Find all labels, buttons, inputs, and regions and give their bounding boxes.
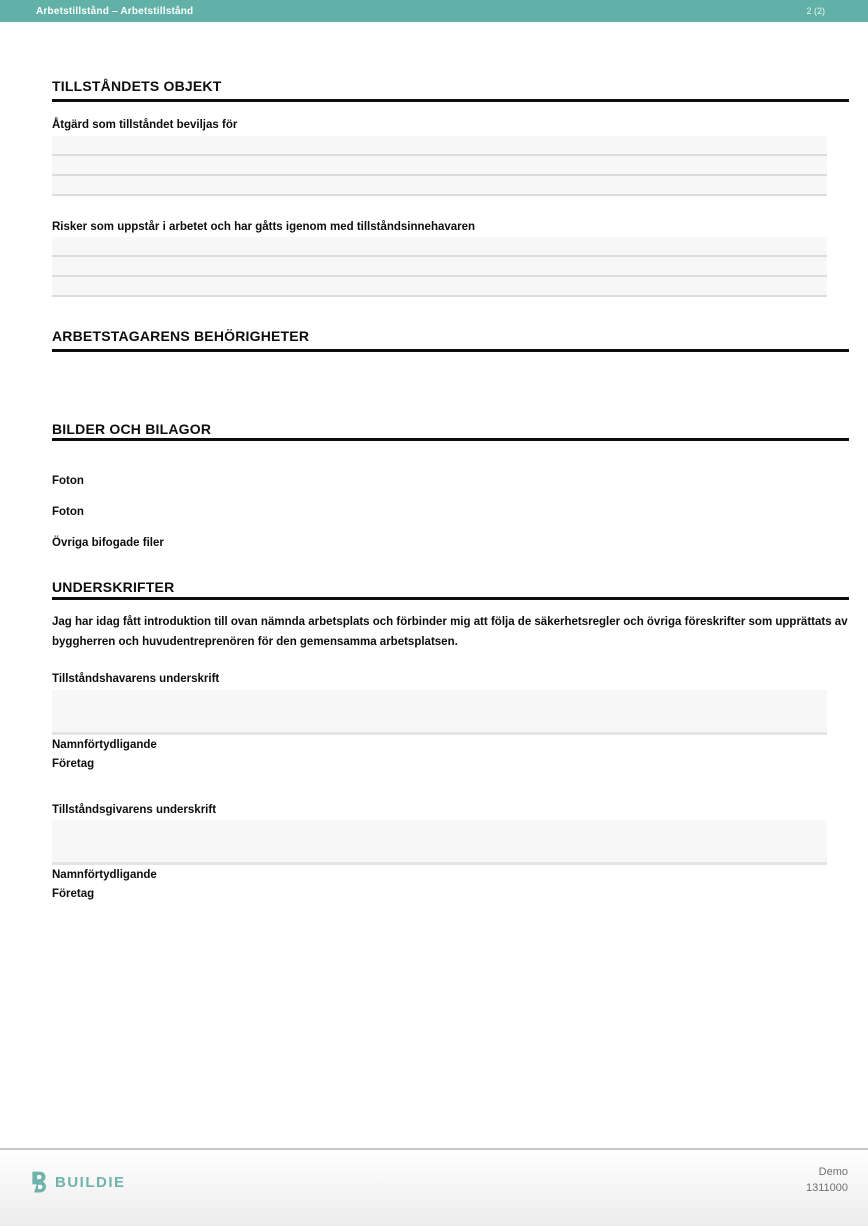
brand-logo xyxy=(30,1171,126,1194)
blank-line xyxy=(52,277,827,297)
section-rule xyxy=(52,597,849,600)
section-heading-tillstandets-objekt: TILLSTÅNDETS OBJEKT xyxy=(52,78,222,94)
footer-meta xyxy=(806,1164,848,1196)
footer-meta-number: 1311000 xyxy=(805,1182,848,1194)
label-tillstandshavarens-underskrift: Tillståndshavarens underskrift xyxy=(52,673,220,685)
label-tillstandsgivarens-underskrift: Tillståndsgivarens underskrift xyxy=(52,804,217,816)
field-blank-lines-risker xyxy=(52,237,827,297)
label-foton-2: Foton xyxy=(52,506,84,518)
blank-line xyxy=(52,136,827,156)
label-foretag-giver: Företag xyxy=(52,888,95,900)
section-heading-bilagor: BILDER OCH BILAGOR xyxy=(52,421,212,437)
field-blank-lines-atgard xyxy=(52,136,827,196)
section-heading-underskrifter: UNDERSKRIFTER xyxy=(52,579,175,595)
section-heading-behorigheter: ARBETSTAGARENS BEHÖRIGHETER xyxy=(52,328,310,344)
page-footer xyxy=(0,1148,868,1226)
label-namnfortydligande-giver: Namnförtydligande xyxy=(52,869,157,881)
label-ovriga-filer: Övriga bifogade filer xyxy=(52,537,164,549)
blank-line xyxy=(52,237,827,257)
field-label-atgard: Åtgärd som tillståndet beviljas för xyxy=(52,119,238,131)
label-namnfortydligande-holder: Namnförtydligande xyxy=(52,739,157,751)
label-foton-1: Foton xyxy=(52,475,84,487)
brand-name: BUILDIE xyxy=(55,1174,126,1191)
section-rule xyxy=(52,438,849,441)
page-header-bar xyxy=(0,0,868,22)
field-label-risker: Risker som uppstår i arbetet och har gåtts igenom med tillståndsinnehavaren xyxy=(52,221,476,233)
buildie-logo-icon xyxy=(30,1171,49,1194)
blank-line xyxy=(52,176,827,196)
signature-statement: Jag har idag fått introduktion till ovan nämnda arbetsplats och förbinder mig att följa de säkerhetsregler och övriga föreskrifter som upprättats av byggherren och huvudentreprenören för den gemensamma arbetsplatsen. xyxy=(52,616,848,648)
section-rule xyxy=(52,349,849,352)
section-rule xyxy=(52,99,849,102)
signature-box-giver xyxy=(52,820,827,865)
signature-box-holder xyxy=(52,690,827,735)
document-title: Arbetstillstånd – Arbetstillstånd xyxy=(36,5,194,17)
label-foretag-holder: Företag xyxy=(52,758,95,770)
page-indicator: 2 (2) xyxy=(806,6,825,16)
footer-meta-demo: Demo xyxy=(818,1166,848,1178)
blank-line xyxy=(52,257,827,277)
blank-line xyxy=(52,156,827,176)
